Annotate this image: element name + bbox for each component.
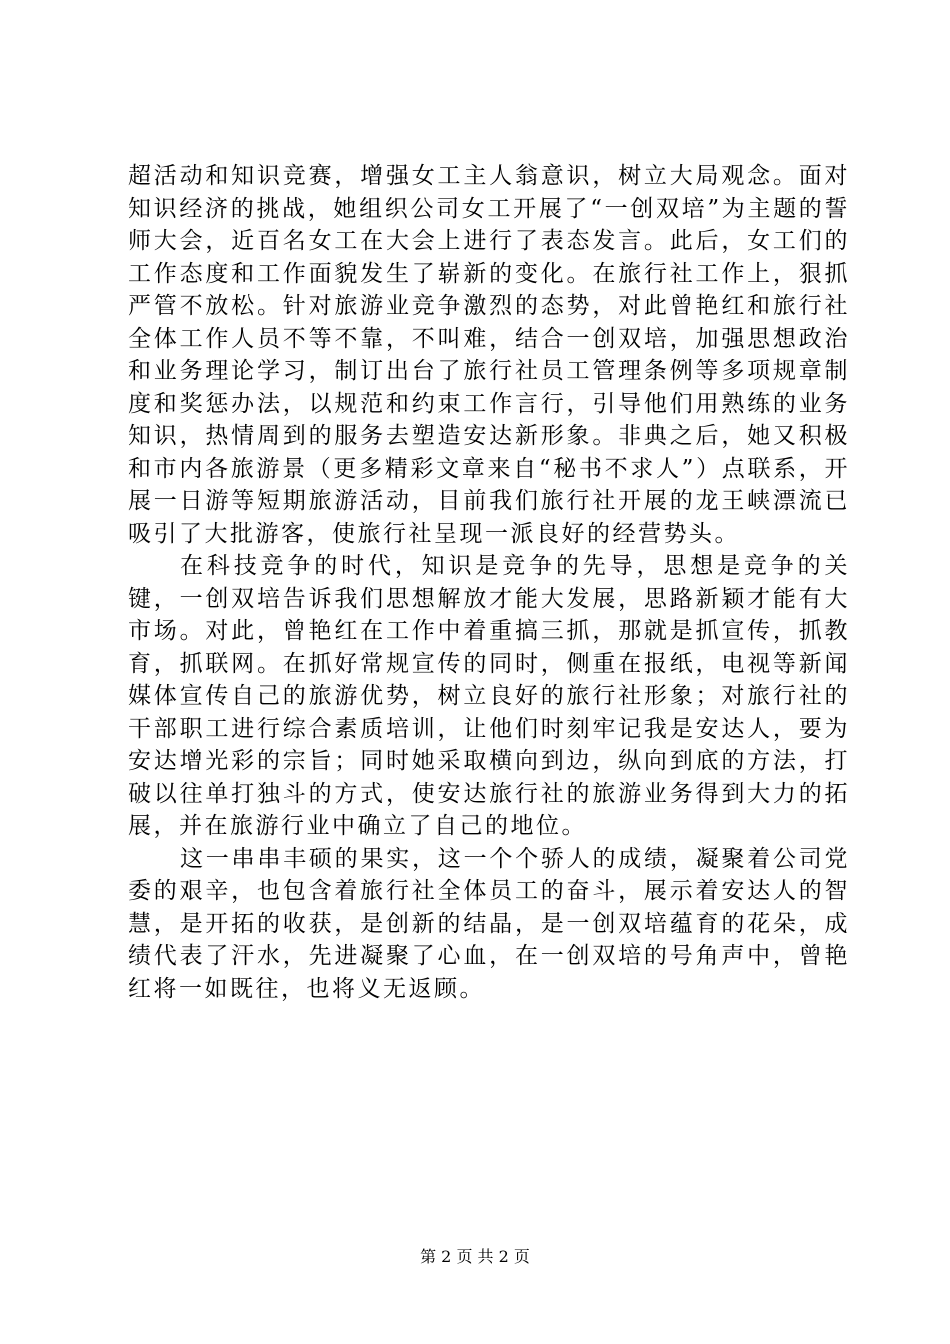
paragraph-2: 在科技竞争的时代，知识是竞争的先导，思想是竞争的关键，一创双培告诉我们思想解放才能大发展，思路新颖才能有大市场。对此，曾艳红在工作中着重搞三抓，那就是抓宣传，抓教育，抓联网。在抓好常规宣传的同时，侧重在报纸，电视等新闻媒体宣传自己的旅游优势，树立良好的旅行社形象；对旅行社的干部职工进行综合素质培训，让他们时刻牢记我是安达人，要为安达增光彩的宗旨；同时她采取横向到边，纵向到底的方法，打破以往单打独斗的方式，使安达旅行社的旅游业务得到大力的拓展，并在旅游行业中确立了自己的地位。 — [128, 553, 850, 839]
paragraph-1: 超活动和知识竞赛，增强女工主人翁意识，树立大局观念。面对知识经济的挑战，她组织公司女工开展了“一创双培”为主题的誓师大会，近百名女工在大会上进行了表态发言。此后，女工们的工作态度和工作面貌发生了崭新的变化。在旅行社工作上，狠抓严管不放松。针对旅游业竞争激烈的态势，对此曾艳红和旅行社全体工作人员不等不靠，不叫难，结合一创双培，加强思想政治和业务理论学习，制订出台了旅行社员工管理条例等多项规章制度和奖惩办法，以规范和约束工作言行，引导他们用熟练的业务知识，热情周到的服务去塑造安达新形象。非典之后，她又积极和市内各旅游景（更多精彩文章来自“秘书不求人”）点联系，开展一日游等短期旅游活动，目前我们旅行社开展的龙王峡漂流已吸引了大批游客，使旅行社呈现一派良好的经营势头。 — [128, 163, 850, 547]
document-body — [128, 160, 850, 1005]
page-number-footer: 第 2 页 共 2 页 — [420, 1247, 530, 1266]
paragraph-3: 这一串串丰硕的果实，这一个个骄人的成绩，凝聚着公司党委的艰辛，也包含着旅行社全体员工的奋斗，展示着安达人的智慧，是开拓的收获，是创新的结晶，是一创双培蕴育的花朵，成绩代表了汗水，先进凝聚了心血，在一创双培的号角声中，曾艳红将一如既往，也将义无返顾。 — [128, 845, 850, 1002]
